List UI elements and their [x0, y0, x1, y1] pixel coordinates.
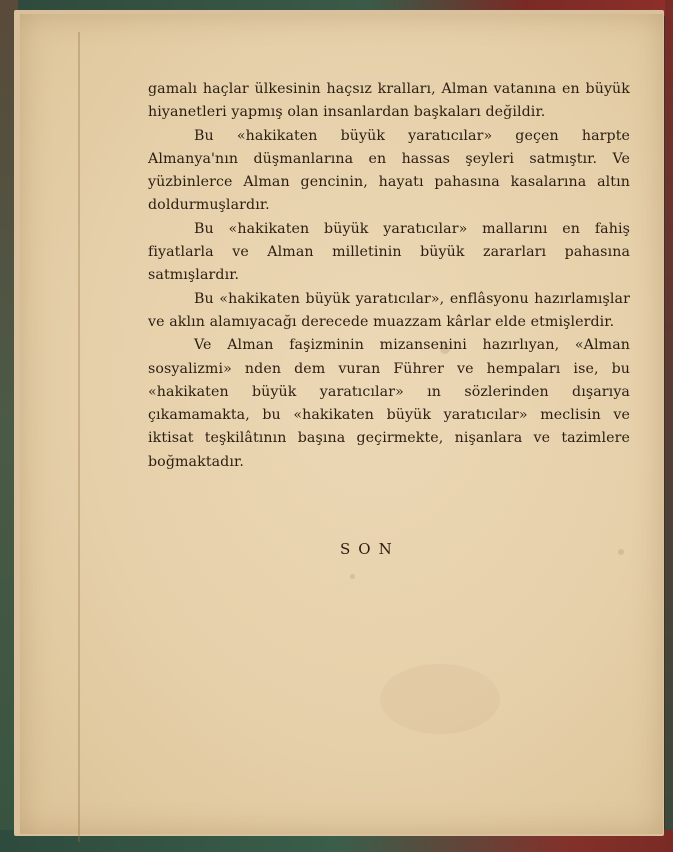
paper-stain — [618, 549, 624, 555]
paragraph: gamalı haçlar ülkesinin haçsız kralları, Alman vatanına en büyük hiyanetleri yapmış olan insanlardan başkaları değildir. — [148, 81, 630, 121]
paragraph: Bu «hakikaten büyük yaratıcılar» mallarını en fahiş fiyatlarla ve Alman milletinin büyük zararları pahasına satmışlardır. — [148, 220, 630, 284]
body-text — [148, 78, 630, 474]
book-cover-right-edge — [665, 0, 673, 852]
paragraph: Ve Alman faşizminin mizansenini hazırlıyan, «Alman sosyalizmi» nden dem vuran Führer ve hempaları ise, bu «hakikaten büyük yaratıcılar» ın sözlerinden dışarıya çıkamamakta, bu «hakikaten büyük yaratıcılar» meclisin ve iktisat teşkilâtının başına geçirmekte, nişanlara ve tazimlere boğmaktadır. — [148, 337, 630, 470]
paragraph: Bu «hakikaten büyük yaratıcılar», enflâsyonu hazırlamışlar ve aklın alamıyacağı derecede muazzam kârlar elde etmişlerdir. — [148, 290, 630, 330]
end-mark: SON — [340, 540, 400, 558]
paper-stain — [380, 664, 500, 734]
gutter-fold — [78, 32, 80, 842]
paragraph: Bu «hakikaten büyük yaratıcılar» geçen harpte Almanya'nın düşmanlarına en hassas şeyleri satmıştır. Ve yüzbinlerce Alman gencinin, hayatı pahasına kasalarına altın doldurmuşlardır. — [148, 127, 630, 214]
paper-stain — [350, 574, 355, 579]
